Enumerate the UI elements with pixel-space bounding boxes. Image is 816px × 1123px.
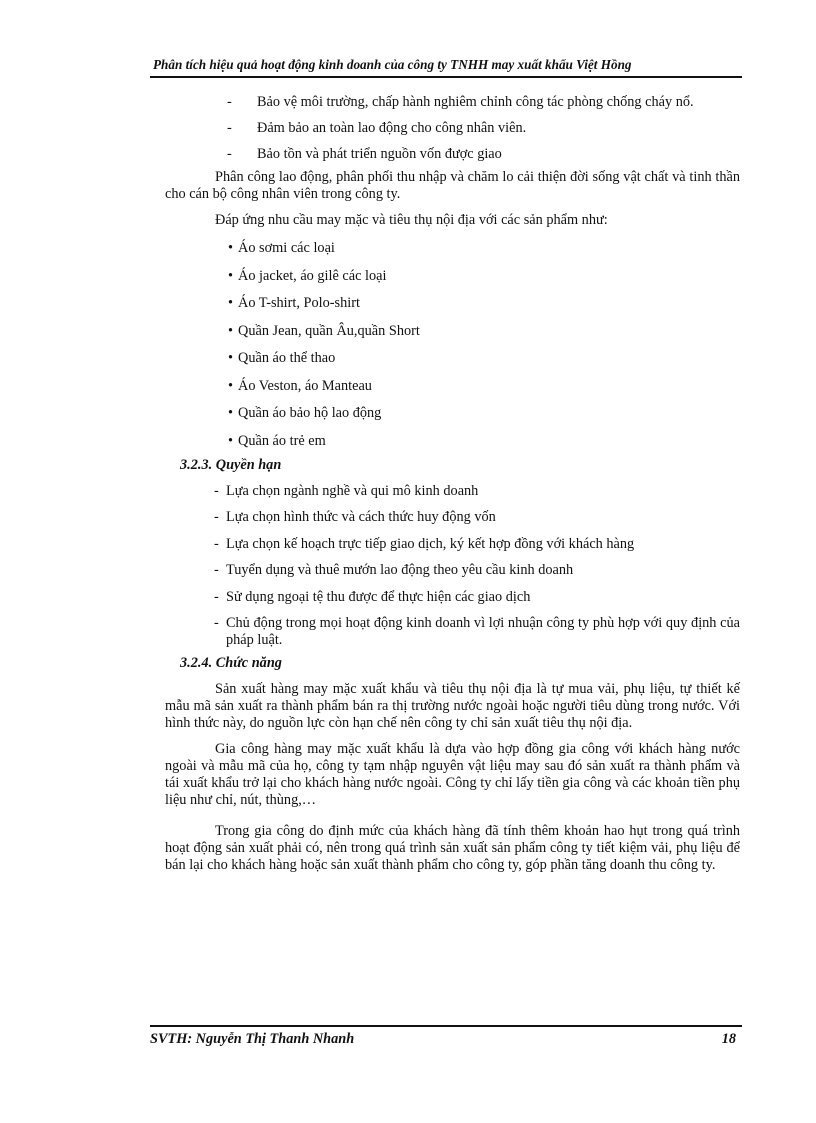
rights-text: Lựa chọn kế hoạch trực tiếp giao dịch, ký kết hợp đồng với khách hàng (226, 535, 635, 552)
product-item (228, 350, 740, 367)
product-text: Quần áo trẻ em (238, 432, 326, 449)
bullet-icon: • (228, 432, 234, 449)
dash-marker: - (214, 535, 219, 552)
product-text: Quần Jean, quần Âu,quần Short (238, 322, 420, 339)
header-rule (150, 76, 742, 78)
product-item (228, 323, 740, 340)
product-item (228, 268, 740, 285)
page-footer (150, 1031, 742, 1048)
labor-paragraph: Phân công lao động, phân phối thu nhập và chăm lo cải thiện đời sống vật chất và tinh thần cho cán bộ công nhân viên trong công ty. (165, 169, 740, 202)
rights-text: Chủ động trong mọi hoạt động kinh doanh vì lợi nhuận công ty phù hợp với quy định của pháp luật. (226, 615, 740, 648)
duty-item (227, 94, 740, 111)
product-item (228, 433, 740, 450)
product-item (228, 240, 740, 257)
rights-item (214, 615, 740, 649)
footer-rule (150, 1025, 742, 1027)
page-number: 18 (721, 1031, 736, 1047)
functions-paragraph: Sản xuất hàng may mặc xuất khẩu và tiêu thụ nội địa là tự mua vải, phụ liệu, tự thiết kế mẫu mã sản xuất ra thành phẩm bán ra thị trường nước ngoài hoặc người tiêu dùng trong nước. Với hình thức này, do nguồn lực còn hạn chế nên công ty chỉ sản xuất tiêu thụ nội địa. (165, 681, 740, 731)
rights-item (214, 536, 740, 553)
product-text: Áo jacket, áo gilê các loại (238, 267, 387, 284)
bullet-icon: • (228, 377, 234, 394)
product-text: Áo sơmi các loại (238, 240, 335, 256)
rights-text: Lựa chọn hình thức và cách thức huy động vốn (226, 509, 496, 525)
section-heading-functions: 3.2.4. Chức năng (180, 655, 282, 671)
product-item (228, 405, 740, 422)
bullet-icon: • (228, 240, 234, 256)
dash-marker: - (214, 509, 219, 525)
rights-item (214, 509, 740, 526)
product-text: Quần áo bảo hộ lao động (238, 405, 382, 421)
rights-text: Tuyển dụng và thuê mướn lao động theo yêu cầu kinh doanh (226, 562, 574, 578)
product-text: Áo T-shirt, Polo-shirt (238, 295, 360, 311)
dash-marker: - (227, 146, 232, 162)
rights-item (214, 483, 740, 500)
product-item (228, 378, 740, 395)
duty-item (227, 146, 740, 163)
section-heading-rights: 3.2.3. Quyền hạn (180, 456, 282, 473)
duty-text: Bảo vệ môi trường, chấp hành nghiêm chỉnh công tác phòng chống cháy nổ. (257, 94, 694, 110)
products-intro: Đáp ứng nhu cầu may mặc và tiêu thụ nội địa với các sản phẩm như: (215, 212, 608, 228)
bullet-icon: • (228, 405, 234, 421)
product-item (228, 295, 740, 312)
bullet-icon: • (228, 322, 234, 339)
bullet-icon: • (228, 295, 234, 311)
bullet-icon: • (228, 267, 234, 284)
rights-text: Lựa chọn ngành nghề và qui mô kinh doanh (226, 482, 479, 499)
duty-text: Bảo tồn và phát triển nguồn vốn được giao (257, 146, 502, 162)
dash-marker: - (214, 482, 219, 499)
dash-marker: - (214, 562, 219, 578)
duty-text: Đảm bảo an toàn lao động cho công nhân viên. (257, 120, 527, 136)
duty-item (227, 120, 740, 137)
footer-author: SVTH: Nguyễn Thị Thanh Nhanh (150, 1031, 355, 1047)
rights-text: Sử dụng ngoại tệ thu được để thực hiện các giao dịch (226, 588, 531, 605)
dash-marker: - (214, 588, 219, 605)
functions-paragraph: Trong gia công do định mức của khách hàng đã tính thêm khoản hao hụt trong quá trình hoạt động sản xuất phải có, nên trong quá trình sản xuất sản phẩm công ty tiết kiệm vải, phụ liệu để bán lại cho khách hàng hoặc sản xuất thành phẩm cho công ty, góp phần tăng doanh thu công ty. (165, 823, 740, 873)
product-text: Quần áo thể thao (238, 350, 336, 366)
product-text: Áo Veston, áo Manteau (238, 377, 372, 394)
running-header: Phân tích hiệu quả hoạt động kinh doanh của công ty TNHH may xuất khẩu Việt Hồng (153, 57, 632, 72)
rights-item (214, 562, 740, 579)
dash-marker: - (227, 94, 232, 110)
rights-item (214, 589, 740, 606)
functions-paragraph: Gia công hàng may mặc xuất khẩu là dựa vào hợp đồng gia công với khách hàng nước ngoài và mẫu mã của họ, công ty tạm nhập nguyên vật liệu may sau đó sản xuất ra thành phẩm và tái xuất khẩu trở lại cho khách hàng nước ngoài. Công ty chỉ lấy tiền gia công và các khoản tiền phụ liệu như chỉ, nút, thùng,… (165, 741, 740, 808)
dash-marker: - (227, 120, 232, 136)
bullet-icon: • (228, 350, 234, 366)
page-body (165, 94, 740, 883)
dash-marker: - (214, 615, 219, 631)
